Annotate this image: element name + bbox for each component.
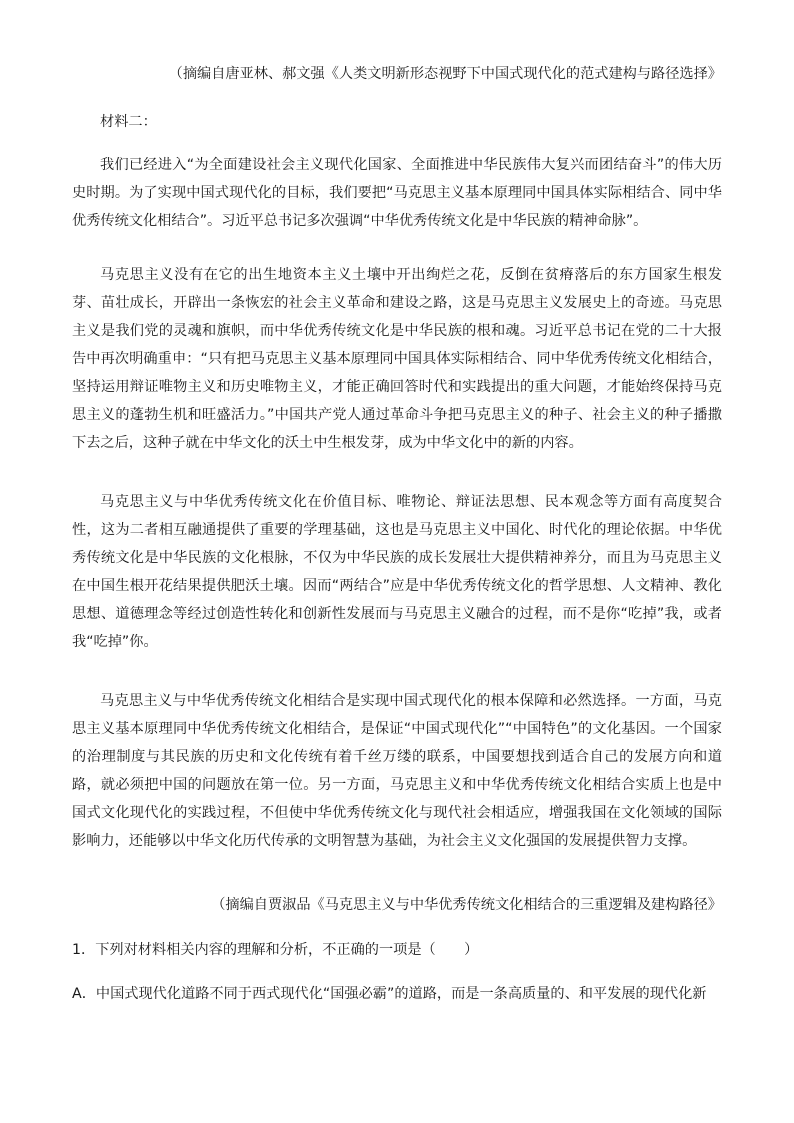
option-a: A．中国式现代化道路不同于西式现代化“国强必霸”的道路，而是一条高质量的、和平发展的现代化新 [72,986,707,1002]
paragraph-2: 马克思主义没有在它的出生地资本主义土壤中开出绚烂之花，反倒在贫瘠落后的东方国家生根发芽、苗壮成长，开辟出一条恢宏的社会主义革命和建设之路，这是马克思主义发展史上的奇迹。马克思主义是我们党的灵魂和旗帜，而中华优秀传统文化是中华民族的根和魂。习近平总书记在党的二十大报告中再次明确重申：“只有把马克思主义基本原理同中国具体实际相结合、同中华优秀传统文化相结合，坚持运用辩证唯物主义和历史唯物主义，才能正确回答时代和实践提出的重大问题，才能始终保持马克思主义的蓬勃生机和旺盛活力。”中国共产党人通过革命斗争把马克思主义的种子、社会主义的种子播撒下去之后，这种子就在中华文化的沃土中生根发芽，成为中华文化中的新的内容。 [72,267,722,451]
paragraph-1: 我们已经进入“为全面建设社会主义现代化国家、全面推进中华民族伟大复兴而团结奋斗”的伟大历史时期。为了实现中国式现代化的目标，我们要把“马克思主义基本原理同中国具体实际相结合、同中华优秀传统文化相结合”。习近平总书记多次强调“中华优秀传统文化是中华民族的精神命脉”。 [72,157,722,229]
question-1: 1．下列对材料相关内容的理解和分析，不正确的一项是（ ） [72,942,479,958]
paragraph-4: 马克思主义与中华优秀传统文化相结合是实现中国式现代化的根本保障和必然选择。一方面，马克思主义基本原理同中华优秀传统文化相结合，是保证“中国式现代化”“中国特色”的文化基因。一个国家的治理制度与其民族的历史和文化传统有着千丝万缕的联系，中国要想找到适合自己的发展方向和道路，就必须把中国的问题放在第一位。另一方面，马克思主义和中华优秀传统文化相结合实质上也是中国式文化现代化的实践过程，不但使中华优秀传统文化与现代社会相适应，增强我国在文化领域的国际影响力，还能够以中华文化历代传承的文明智慧为基础，为社会主义文化强国的发展提供智力支撑。 [72,693,722,849]
paragraph-3: 马克思主义与中华优秀传统文化在价值目标、唯物论、辩证法思想、民本观念等方面有高度契合性，这为二者相互融通提供了重要的学理基础，这也是马克思主义中国化、时代化的理论依据。中华优秀传统文化是中华民族的文化根脉，不仅为中华民族的成长发展壮大提供精神养分，而且为马克思主义在中国生根开花结果提供肥沃土壤。因而“两结合”应是中华优秀传统文化的哲学思想、人文精神、教化思想、道德理念等经过创造性转化和创新性发展而与马克思主义融合的过程，而不是你“吃掉”我，或者我“吃掉”你。 [72,494,722,650]
material-2-label: 材料二： [100,114,157,130]
source-citation-1: （摘编自唐亚林、郝文强《人类文明新形态视野下中国式现代化的范式建构与路径选择》 [168,66,722,82]
source-citation-2: （摘编自贾淑品《马克思主义与中华优秀传统文化相结合的三重逻辑及建构路径》 [211,897,722,913]
